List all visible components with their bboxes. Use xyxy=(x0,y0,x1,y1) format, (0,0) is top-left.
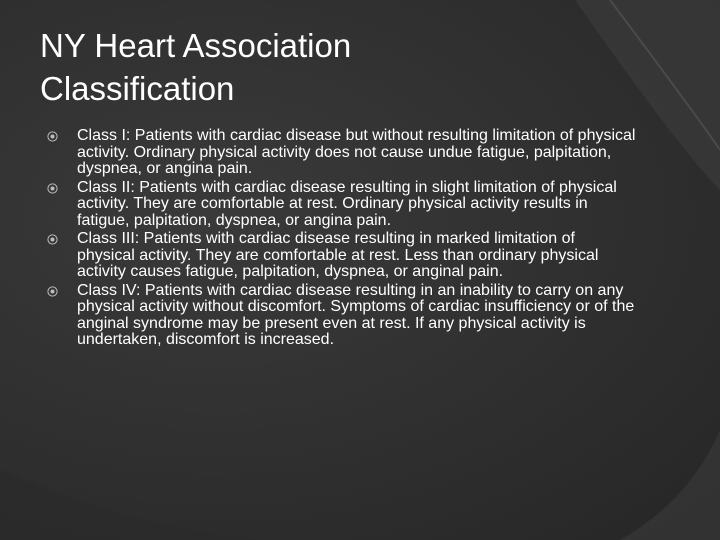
bullet-list xyxy=(46,128,636,351)
slide-title-line-2: Classification xyxy=(40,70,235,107)
circled-dot-bullet-icon xyxy=(47,234,58,245)
bullet-item-class-iii xyxy=(46,231,636,281)
bullet-item-class-i xyxy=(46,128,636,178)
bullet-text-class-i: Class I: Patients with cardiac disease but without resulting limitation of physical activity. Ordinary physical activity does not cause undue fatigue, palpitation, dyspnea, or angina pain. xyxy=(77,127,636,177)
bullet-item-class-iv xyxy=(46,283,636,349)
circled-dot-bullet-icon xyxy=(47,286,58,297)
slide-title xyxy=(40,24,600,110)
bullet-text-class-iv: Class IV: Patients with cardiac disease resulting in an inability to carry on any physical activity without discomfort. Symptoms of cardiac insufficiency or of the anginal syndrome may be present even at rest. If any physical activity is undertaken, discomfort is increased. xyxy=(77,281,635,348)
bullet-text-class-ii: Class II: Patients with cardiac disease resulting in slight limitation of physical activity. They are comfortable at rest. Ordinary physical activity results in fatigue, palpitation, dyspnea, or angina pain. xyxy=(77,178,617,229)
bullet-item-class-ii xyxy=(46,180,636,230)
circled-dot-bullet-icon xyxy=(47,183,58,194)
bullet-text-class-iii: Class III: Patients with cardiac disease resulting in marked limitation of physical activity. They are comfortable at rest. Less than ordinary physical activity causes fatigue, palpitation, dyspnea, or anginal pain. xyxy=(77,230,599,280)
circled-dot-bullet-icon xyxy=(47,131,58,142)
slide-title-line-1: NY Heart Association xyxy=(40,27,352,64)
